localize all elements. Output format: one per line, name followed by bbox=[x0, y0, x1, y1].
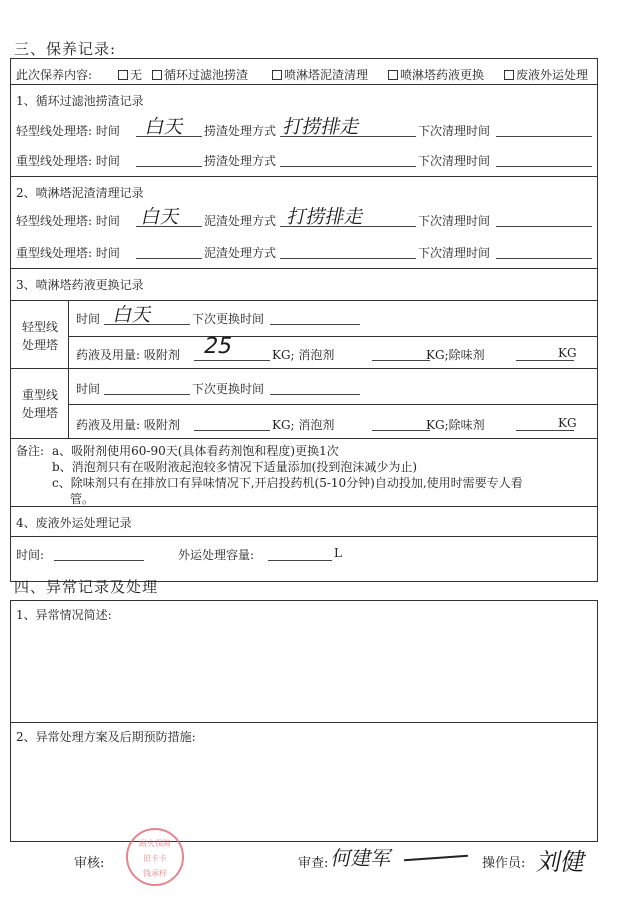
s2-light-next-label: 下次清理时间 bbox=[418, 214, 491, 228]
s3-heavy-next-label: 下次更换时间 bbox=[192, 382, 265, 396]
note-c-line1: c、除味剂只有在排放口有异味情况下,开启投药机(5-10分钟)自动投加,使用时需要专人看 bbox=[52, 476, 523, 490]
s4-time-label: 时间: bbox=[16, 548, 45, 562]
content-label: 此次保养内容: bbox=[16, 68, 93, 82]
s3-light-kg3: KG bbox=[558, 346, 577, 360]
notes-label: 备注: bbox=[16, 444, 45, 458]
option-sludge-clean[interactable]: 喷淋塔泥渣清理 bbox=[272, 66, 368, 83]
review-signature: 何建军 bbox=[329, 846, 395, 870]
s1-light-next-label: 下次清理时间 bbox=[418, 124, 491, 138]
s3-heavy-kg1: KG; 消泡剂 bbox=[272, 418, 335, 432]
option-filter-pool[interactable]: 循环过滤池捞渣 bbox=[152, 66, 248, 83]
s3-title: 3、喷淋塔药液更换记录 bbox=[16, 278, 144, 292]
s2-light-label: 轻型线处理塔: 时间 bbox=[16, 214, 120, 228]
s1-heavy-label: 重型线处理塔: 时间 bbox=[16, 154, 120, 168]
s2-heavy-next-label: 下次清理时间 bbox=[418, 246, 491, 260]
s3-light-time-handwriting: 白天 bbox=[111, 304, 155, 326]
note-b: b、消泡剂只有在吸附液起泡较多情况下适量添加(投到泡沫减少为止) bbox=[52, 460, 418, 474]
s1-light-method-label: 捞渣处理方式 bbox=[204, 124, 277, 138]
abnormal-plan-label: 2、异常处理方案及后期预防措施: bbox=[16, 730, 196, 744]
section4-title: 四、异常记录及处理 bbox=[14, 578, 159, 596]
s3-light-tower-label: 轻型线 处理塔 bbox=[21, 320, 58, 352]
option-liquid-replace[interactable]: 喷淋塔药液更换 bbox=[388, 66, 484, 83]
s1-title: 1、循环过滤池捞渣记录 bbox=[16, 94, 144, 108]
s2-title: 2、喷淋塔泥渣清理记录 bbox=[16, 186, 144, 200]
s2-heavy-label: 重型线处理塔: 时间 bbox=[16, 246, 120, 260]
review-label: 审查: bbox=[298, 856, 329, 871]
section3-title: 三、保养记录: bbox=[14, 40, 117, 58]
operator-label: 操作员: bbox=[482, 856, 526, 871]
s2-light-time-handwriting: 白天 bbox=[139, 206, 183, 228]
s3-light-time-label: 时间 bbox=[76, 312, 101, 326]
s3-light-dosage-label: 药液及用量: 吸附剂 bbox=[76, 348, 180, 362]
audit-label: 审核: bbox=[74, 856, 105, 871]
s3-heavy-kg3: KG bbox=[558, 416, 577, 430]
s1-light-label: 轻型线处理塔: 时间 bbox=[16, 124, 120, 138]
s3-light-kg2: KG;除味剂 bbox=[426, 348, 485, 362]
note-a: a、吸附剂使用60-90天(具体看药剂饱和程度)更换1次 bbox=[52, 444, 339, 458]
s4-capacity-label: 外运处理容量: bbox=[178, 548, 255, 562]
s1-heavy-method-label: 捞渣处理方式 bbox=[204, 154, 277, 168]
s2-light-method-label: 泥渣处理方式 bbox=[204, 214, 277, 228]
approval-stamp: 耐火保障 旧卡卡 钱承梓 bbox=[126, 828, 184, 886]
operator-signature: 刘健 bbox=[534, 848, 589, 876]
s4-unit: L bbox=[334, 546, 342, 560]
note-c-line2: 管。 bbox=[70, 492, 95, 506]
abnormal-table bbox=[10, 600, 598, 842]
s2-light-method-handwriting: 打捞排走 bbox=[285, 206, 367, 228]
option-none[interactable]: 无 bbox=[118, 66, 142, 83]
s1-light-method-handwriting: 打捞排走 bbox=[281, 116, 363, 138]
abnormal-desc-label: 1、异常情况简述: bbox=[16, 608, 112, 622]
s3-heavy-time-label: 时间 bbox=[76, 382, 101, 396]
s3-heavy-dosage-label: 药液及用量: 吸附剂 bbox=[76, 418, 180, 432]
s1-heavy-next-label: 下次清理时间 bbox=[418, 154, 491, 168]
s3-light-next-label: 下次更换时间 bbox=[192, 312, 265, 326]
option-waste-transport[interactable]: 废液外运处理 bbox=[504, 66, 588, 83]
s3-light-adsorbent-handwriting: 25 bbox=[201, 334, 235, 359]
s3-light-kg1: KG; 消泡剂 bbox=[272, 348, 335, 362]
s1-light-time-handwriting: 白天 bbox=[143, 116, 187, 138]
s3-heavy-tower-label: 重型线 处理塔 bbox=[21, 388, 58, 420]
s3-heavy-kg2: KG;除味剂 bbox=[426, 418, 485, 432]
s2-heavy-method-label: 泥渣处理方式 bbox=[204, 246, 277, 260]
s4-title: 4、废液外运处理记录 bbox=[16, 516, 132, 530]
